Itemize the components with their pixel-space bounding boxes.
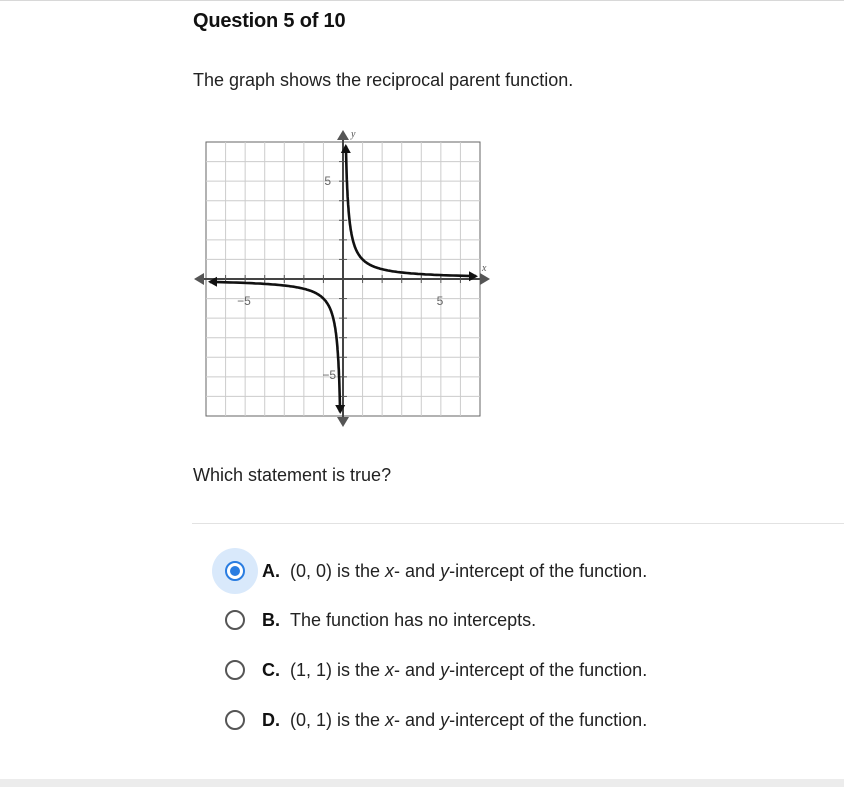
radio-halo	[212, 647, 258, 693]
choice-a[interactable]	[212, 548, 812, 594]
answers-divider	[192, 523, 844, 524]
choice-text-part: y	[440, 709, 450, 730]
x-axis-label: x	[482, 263, 487, 274]
choice-text	[290, 660, 647, 681]
choice-letter: D.	[262, 709, 280, 730]
question-prompt: The graph shows the reciprocal parent function.	[193, 70, 574, 90]
choice-text-part: (0, 1) is the	[290, 709, 386, 730]
y-tick-label-neg5: −5	[322, 368, 336, 382]
radio-halo	[212, 548, 258, 594]
x-tick-label-5: 5	[436, 294, 444, 308]
choice-text-part: -intercept of the function.	[449, 659, 648, 680]
y-axis-label: y	[351, 129, 356, 140]
radio-button[interactable]	[225, 710, 245, 730]
choice-text-part: - and	[394, 709, 441, 730]
choice-text-part: -intercept of the function.	[449, 560, 648, 581]
choice-text	[290, 710, 647, 731]
choice-text-part: - and	[394, 659, 441, 680]
radio-button[interactable]	[225, 610, 245, 630]
bottom-bar	[0, 779, 844, 787]
choice-text-part: (0, 0) is the	[290, 560, 386, 581]
y-axis-arrow-up	[337, 130, 349, 140]
choice-text	[290, 561, 647, 582]
choice-text-part: y	[440, 560, 450, 581]
choice-d[interactable]	[212, 697, 812, 743]
radio-button[interactable]	[225, 561, 245, 581]
radio-selected-dot	[230, 566, 240, 576]
choice-b[interactable]	[212, 597, 812, 643]
question-text: Which statement is true?	[193, 465, 392, 485]
choice-c[interactable]	[212, 647, 812, 693]
radio-button[interactable]	[225, 660, 245, 680]
x-axis-arrow-right	[480, 273, 490, 285]
choice-text-part: (1, 1) is the	[290, 659, 386, 680]
radio-halo	[212, 597, 258, 643]
choice-text-part: x	[385, 659, 395, 680]
top-divider	[0, 0, 844, 1]
choice-text-part: y	[440, 659, 450, 680]
question-counter: Question 5 of 10	[193, 10, 346, 32]
x-tick-label-neg5: −5	[237, 294, 251, 308]
radio-halo	[212, 697, 258, 743]
choice-text: The function has no intercepts.	[290, 609, 537, 630]
choice-letter: C.	[262, 659, 280, 680]
choice-letter: B.	[262, 609, 280, 630]
choice-text-part: x	[385, 560, 395, 581]
choice-text-part: - and	[394, 560, 441, 581]
x-axis-arrow-left	[194, 273, 204, 285]
y-axis-arrow-down	[337, 417, 349, 427]
reciprocal-function-graph	[190, 126, 500, 431]
choice-letter: A.	[262, 560, 280, 581]
y-tick-label-5: 5	[324, 174, 331, 188]
choice-text-part: -intercept of the function.	[449, 709, 648, 730]
choice-text-part: x	[385, 709, 395, 730]
